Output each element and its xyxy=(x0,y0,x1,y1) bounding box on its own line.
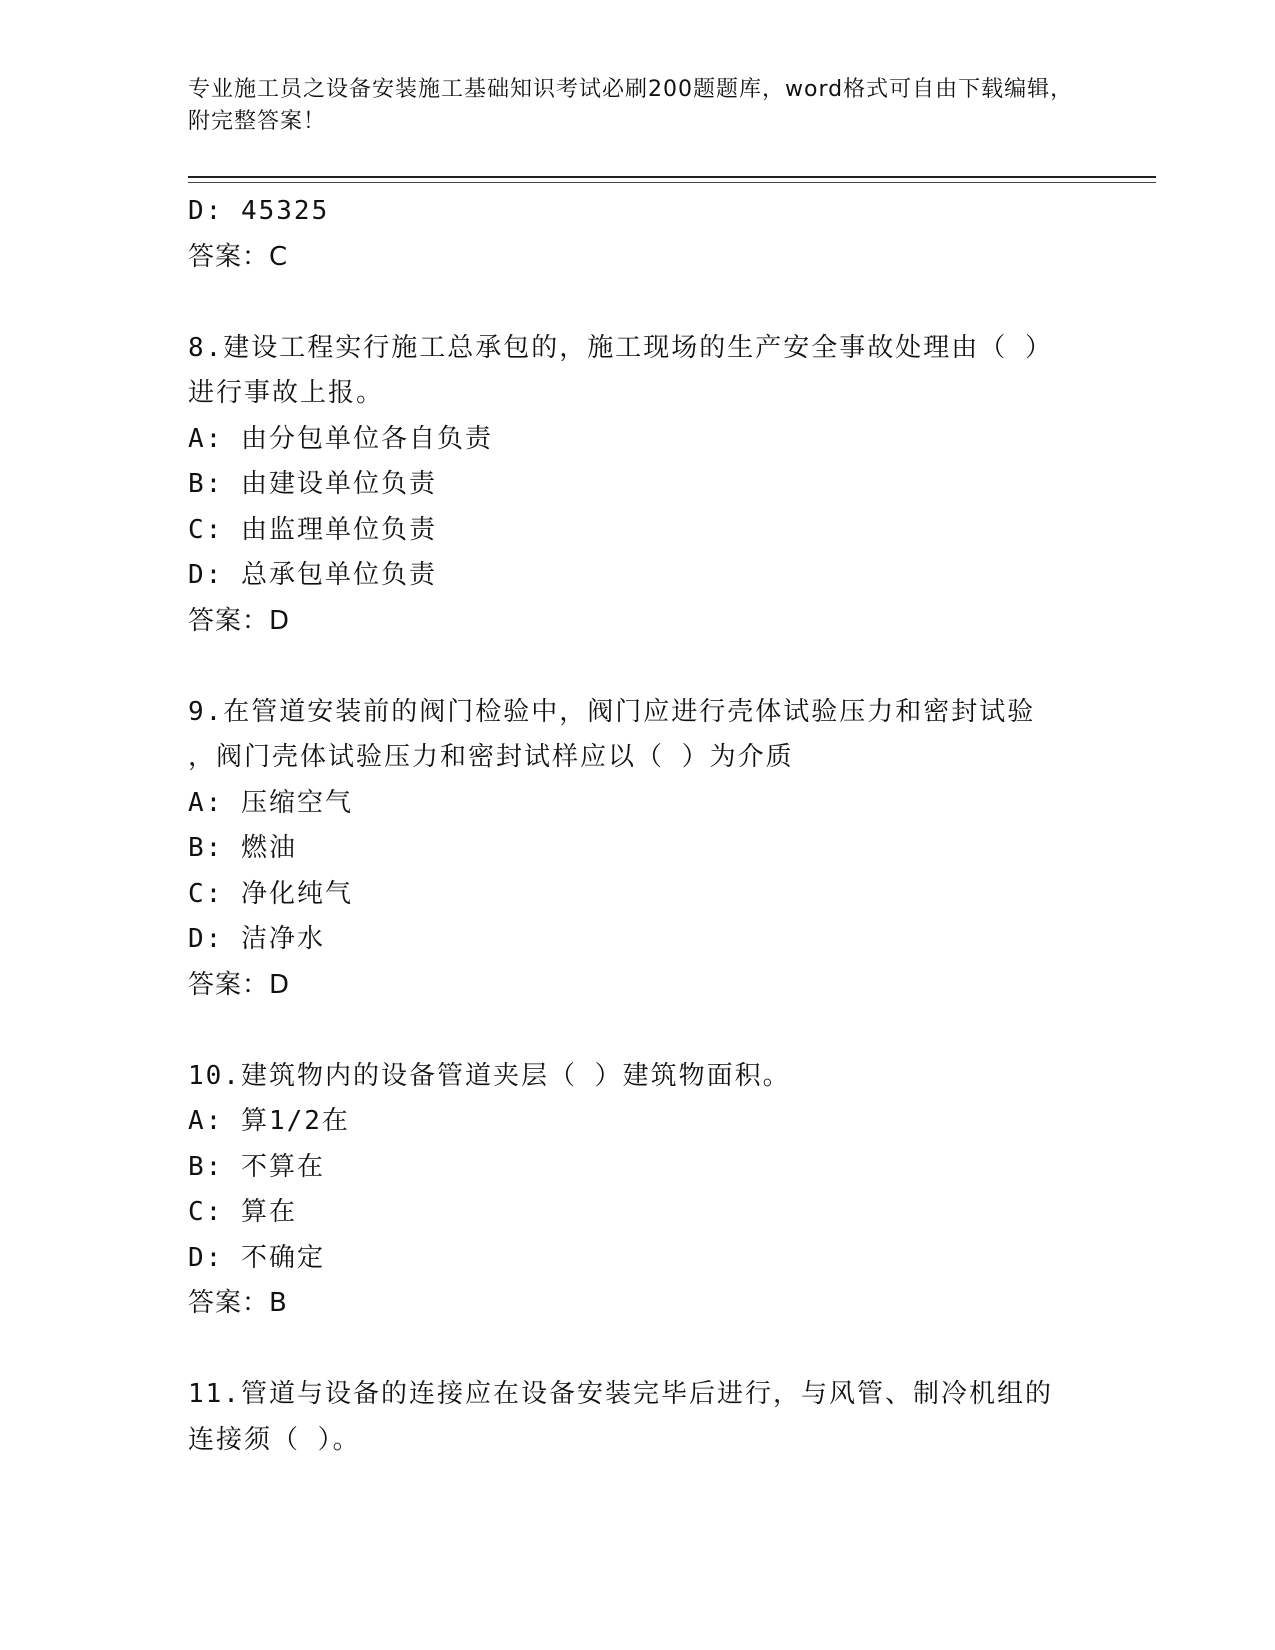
option-d: D: 不确定 xyxy=(188,1242,325,1273)
option-d: D: 总承包单位负责 xyxy=(188,560,437,590)
answer-line: 答案：D xyxy=(188,969,291,1000)
question-9 xyxy=(188,690,1088,1009)
option-c: C: 净化纯气 xyxy=(188,878,353,909)
question-list xyxy=(188,189,1088,1463)
answer-line: 答案：C xyxy=(188,241,289,272)
question-stem-cont: ，阀门壳体试验压力和密封试样应以（ ）为介质 xyxy=(188,742,794,772)
question-stem-cont: 进行事故上报。 xyxy=(188,378,385,408)
spacer xyxy=(188,1008,1088,1054)
option-c: C: 算在 xyxy=(188,1197,297,1227)
option-b: B: 不算在 xyxy=(188,1151,325,1182)
question-stem: 11.管道与设备的连接应在设备安装完毕后进行，与风管、制冷机组的 xyxy=(188,1379,1053,1409)
option-b: B: 由建设单位负责 xyxy=(188,469,437,499)
header-title: 专业施工员之设备安装施工基础知识考试必刷200题题库，word格式可自由下载编辑，附完整答案！ xyxy=(188,77,1074,134)
header-divider-thick xyxy=(188,176,1156,178)
question-stem: 9.在管道安装前的阀门检验中，阀门应进行壳体试验压力和密封试验 xyxy=(188,696,1036,727)
option-d: D: 45325 xyxy=(188,196,330,226)
question-10 xyxy=(188,1054,1088,1327)
question-stem: 8.建设工程实行施工总承包的，施工现场的生产安全事故处理由（ ） xyxy=(188,332,1053,363)
header-divider-thin xyxy=(188,182,1156,183)
document-header xyxy=(188,74,1088,138)
option-a: A: 算1/2在 xyxy=(188,1106,350,1136)
option-a: A: 由分包单位各自负责 xyxy=(188,423,493,454)
question-stem-cont: 连接须（ ）。 xyxy=(188,1424,361,1455)
question-stem: 10.建筑物内的设备管道夹层（ ）建筑物面积。 xyxy=(188,1060,791,1091)
option-c: C: 由监理单位负责 xyxy=(188,514,437,545)
answer-line: 答案：D xyxy=(188,605,291,636)
previous-question-tail xyxy=(188,189,1088,280)
spacer xyxy=(188,1327,1088,1373)
question-8 xyxy=(188,326,1088,645)
answer-line: 答案：B xyxy=(188,1288,288,1318)
option-d: D: 洁净水 xyxy=(188,924,325,954)
option-b: B: 燃油 xyxy=(188,833,297,863)
spacer xyxy=(188,644,1088,690)
spacer xyxy=(188,280,1088,326)
question-11 xyxy=(188,1372,1088,1463)
option-a: A: 压缩空气 xyxy=(188,787,353,818)
